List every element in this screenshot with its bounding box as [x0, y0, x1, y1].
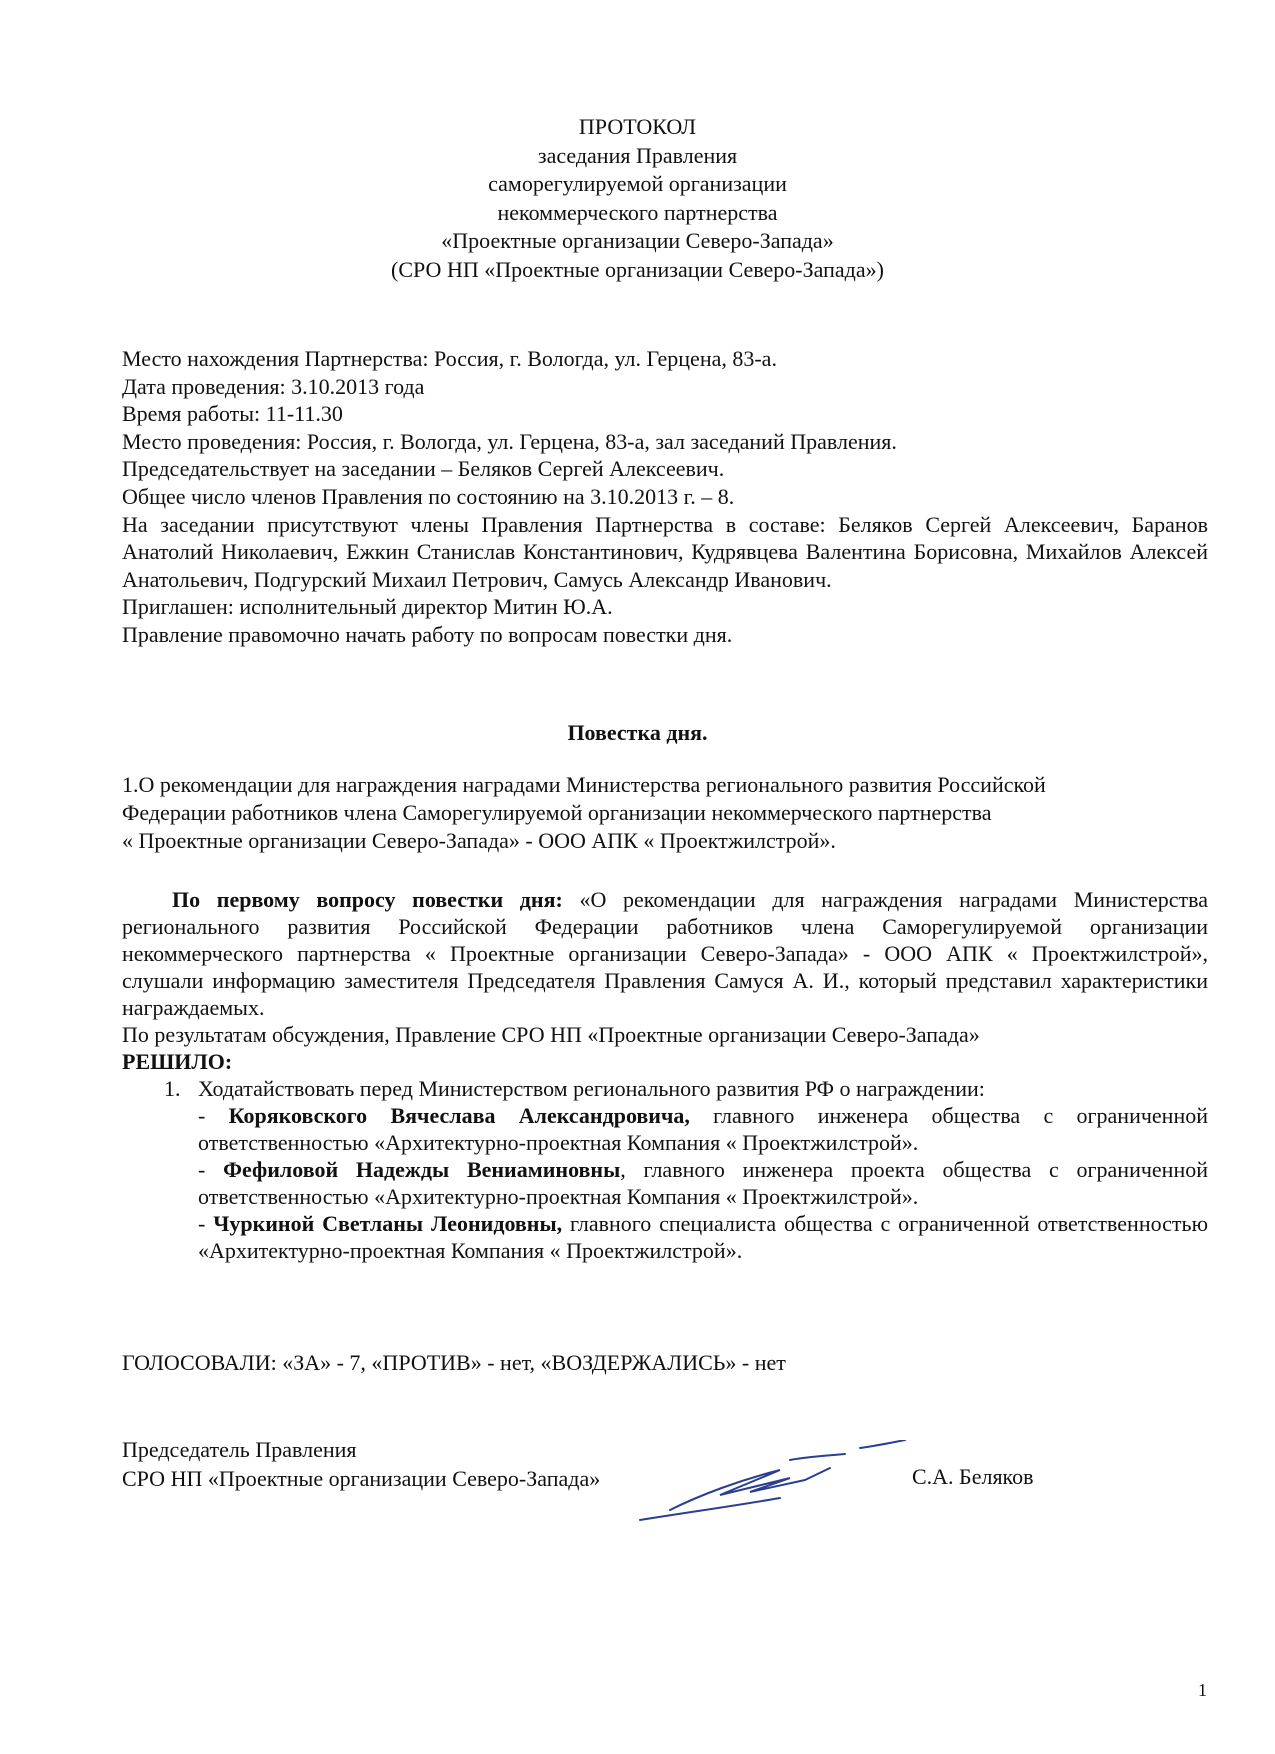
agenda-line: « Проектные организации Северо-Запада» - ООО АПК « Проектжилстрой».: [122, 828, 836, 853]
decision-text: Ходатайствовать перед Министерством регионального развития РФ о награждении:: [198, 1076, 985, 1101]
nominee-name: Чуркиной Светланы Леонидовны,: [213, 1211, 563, 1236]
info-quorum: Правление правомочно начать работу по вопросам повестки дня.: [122, 621, 733, 647]
discussion-results: По результатам обсуждения, Правление СРО НП «Проектные организации Северо-Запада»: [122, 1022, 980, 1047]
meeting-info: [122, 345, 1208, 649]
discussion-intro: [122, 886, 1208, 1021]
vote-result: ГОЛОСОВАЛИ: «ЗА» - 7, «ПРОТИВ» - нет, «ВОЗДЕРЖАЛИСЬ» - нет: [122, 1350, 786, 1375]
signature-stroke: [860, 1440, 905, 1448]
info-present: На заседании присутствуют члены Правления Партнерства в составе: Беляков Сергей Алексеевич, Баранов Анатолий Николаевич, Ежкин Станислав Константинович, Кудрявцева Валентина Борисовна, Михайлов Алексей Анатольевич, Подгурский Михаил Петрович, Самусь Александр Иванович.: [122, 511, 1208, 592]
header-line: саморегулируемой организации: [488, 171, 787, 197]
agenda-title: Повестка дня.: [567, 720, 708, 745]
nominee-desc: , главного инженера проекта общества с ограниченной ответственностью «Архитектурно-проектная Компания « Проектжилстрой».: [198, 1157, 1209, 1209]
signer-role: Председатель Правления: [122, 1437, 357, 1462]
signer-organization: СРО НП «Проектные организации Северо-Запада»: [122, 1466, 601, 1491]
header-line: (СРО НП «Проектные организации Северо-Запада»): [391, 256, 884, 282]
agenda-line: 1.О рекомендации для награждения наградами Министерства регионального развития Российской: [122, 772, 1046, 797]
info-location: Место нахождения Партнерства: Россия, г. Вологда, ул. Герцена, 83-а.: [122, 346, 777, 371]
nominee-desc: главного специалиста общества с ограниченной ответственностью «Архитектурно-проектная Компания « Проектжилстрой».: [198, 1211, 1209, 1263]
signature-block: [122, 1435, 600, 1493]
info-time: Время работы: 11-11.30: [122, 401, 343, 427]
decision-number: 1.: [164, 1076, 181, 1101]
handwritten-signature: [630, 1440, 910, 1530]
nominee-item: - Коряковского Вячеслава Александровича, главного инженера общества с ограниченной ответственностью «Архитектурно-проектная Компания « Проектжилстрой».: [198, 1103, 1208, 1155]
header-line: «Проектные организации Северо-Запада»: [441, 228, 834, 254]
header-line: заседания Правления: [537, 142, 738, 168]
agenda-line: Федерации работников члена Саморегулируемой организации некоммерческого партнерства: [122, 800, 992, 825]
decision-list: [122, 1075, 1208, 1264]
discussion-section: [122, 886, 1208, 1264]
nominee-desc: главного инженера общества с ограниченной ответственностью «Архитектурно-проектная Компания « Проектжилстрой».: [198, 1103, 1208, 1155]
info-date: Дата проведения: 3.10.2013 года: [122, 373, 425, 399]
nominee-name: Коряковского Вячеслава Александровича,: [228, 1103, 690, 1128]
signer-name: С.А. Беляков: [912, 1464, 1034, 1489]
discussion-text: «О рекомендации для награждения наградами Министерства регионального развития Российской Федерации работников члена Саморегулируемой организации некоммерческого партнерства « Проектные организации Северо-Запада» - ООО АПК « Проектжилстрой», слушали информацию заместителя Председателя Правления Самуся А. И., который представил характеристики награждаемых.: [122, 887, 1208, 1020]
signature-stroke: [640, 1454, 845, 1520]
nominee-item: - Чуркиной Светланы Леонидовны, главного специалиста общества с ограниченной ответственностью «Архитектурно-проектная Компания « Проектжилстрой».: [198, 1211, 1209, 1263]
discussion-heading: По первому вопросу повестки дня:: [172, 887, 563, 912]
nominee-name: Фефиловой Надежды Вениаминовны: [223, 1157, 621, 1182]
agenda-item: [122, 771, 1208, 855]
info-chair: Председательствует на заседании – Беляков Сергей Алексеевич.: [122, 456, 725, 482]
document-title: ПРОТОКОЛ: [578, 114, 697, 139]
header-line: некоммерческого партнерства: [497, 199, 778, 225]
info-invited: Приглашен: исполнительный директор Митин Ю.А.: [122, 594, 613, 620]
info-members-total: Общее число членов Правления по состоянию на 3.10.2013 г. – 8.: [122, 483, 735, 509]
decision-title: РЕШИЛО:: [122, 1049, 233, 1074]
document-header: [0, 113, 1275, 285]
info-venue: Место проведения: Россия, г. Вологда, ул. Герцена, 83-а, зал заседаний Правления.: [122, 428, 897, 454]
decision-item: [122, 1075, 1208, 1102]
page-number: 1: [1198, 1680, 1207, 1700]
nominee-item: - Фефиловой Надежды Вениаминовны, главного инженера проекта общества с ограниченной ответственностью «Архитектурно-проектная Компания « Проектжилстрой».: [198, 1157, 1209, 1209]
